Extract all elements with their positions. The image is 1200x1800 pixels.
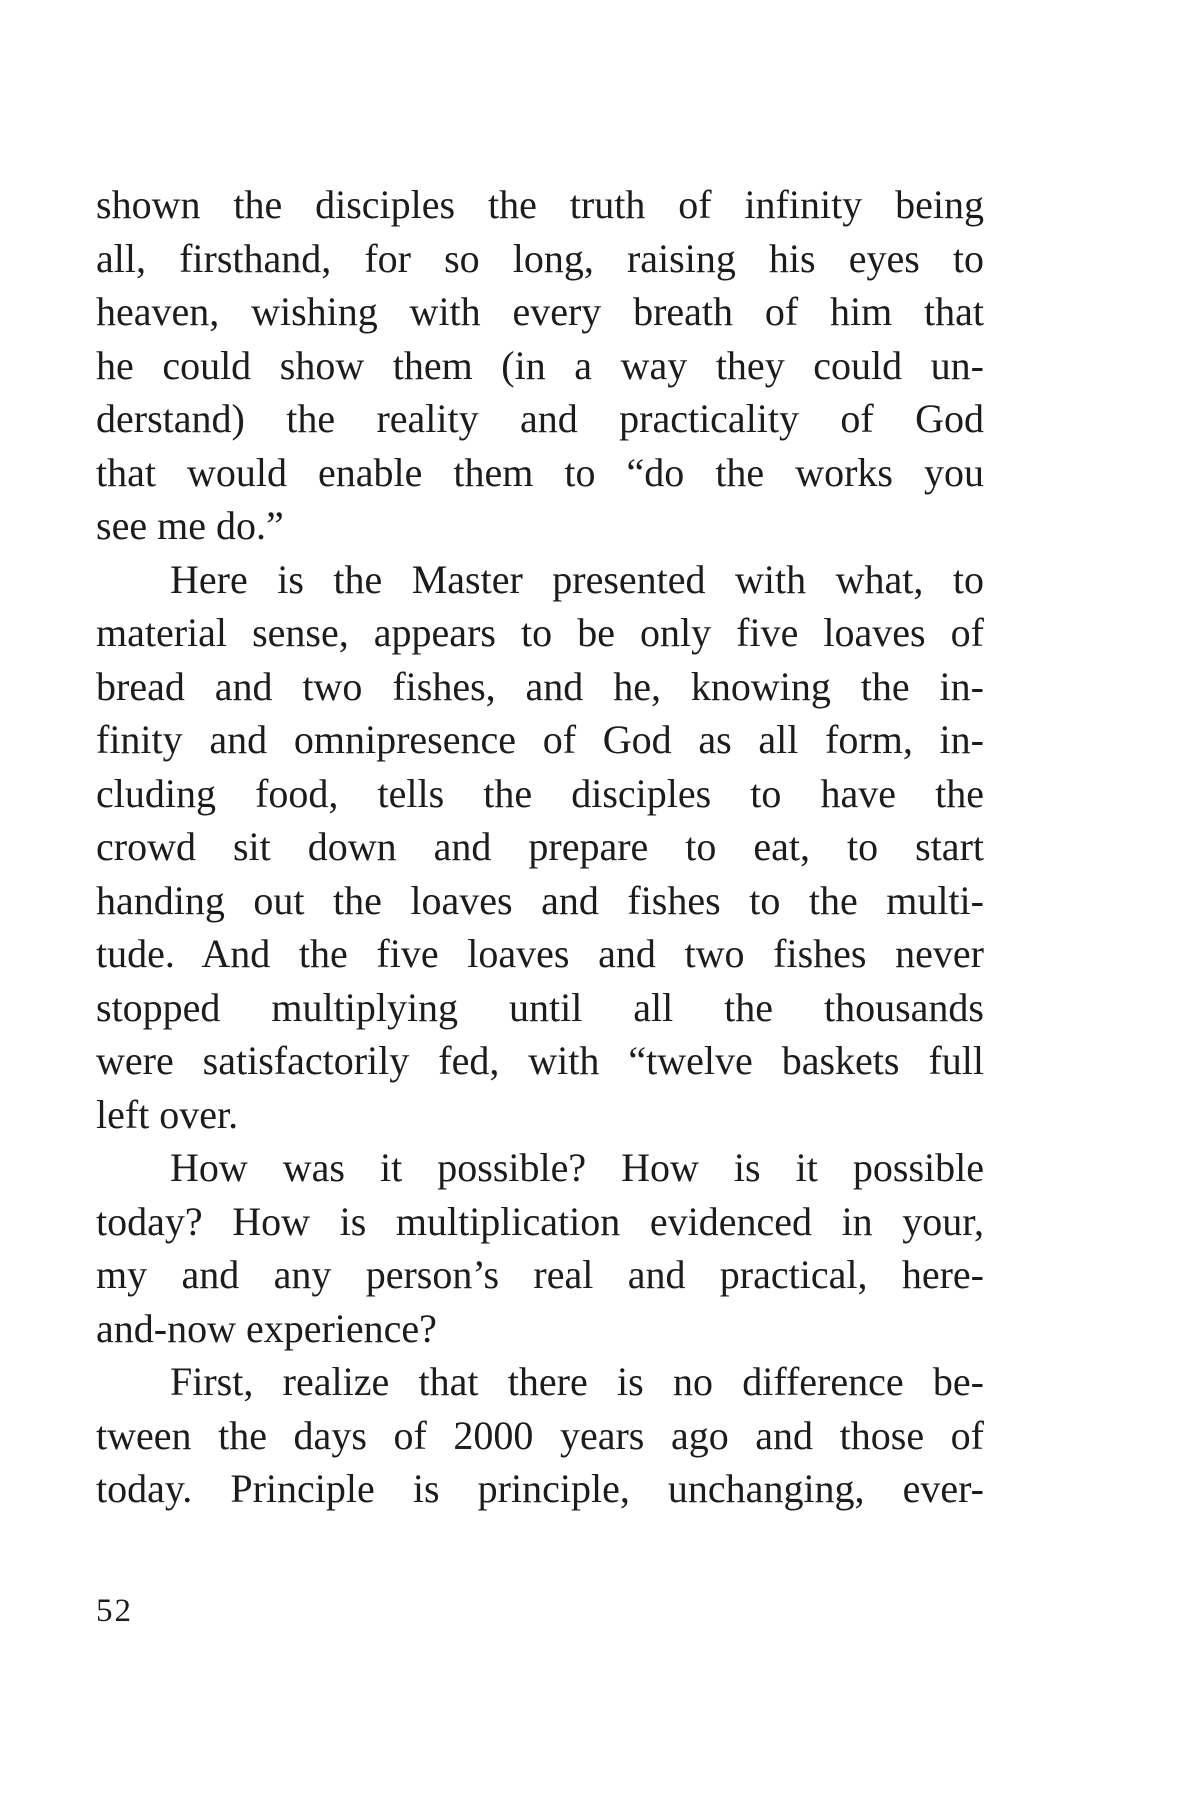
text-line: heaven, wishing with every breath of him that <box>96 289 984 334</box>
text-line: stopped multiplying until all the thousands <box>96 984 984 1030</box>
text-line: First, realize that there is no difference be- <box>170 1359 984 1404</box>
text-line: tween the days of 2000 years ago and those of <box>96 1412 984 1458</box>
text-line: my and any person’s real and practical, here- <box>96 1252 984 1297</box>
text-line: cluding food, tells the disciples to have the <box>96 770 984 816</box>
text-line: handing out the loaves and fishes to the multi- <box>96 877 984 923</box>
text-line: Here is the Master presented with what, to <box>170 556 984 602</box>
text-line: he could show them (in a way they could un- <box>96 342 984 388</box>
text-line: How was it possible? How is it possible <box>170 1145 984 1190</box>
page-number: 52 <box>96 1593 133 1629</box>
text-line: derstand) the reality and practicality of God <box>96 396 984 441</box>
text-line: finity and omnipresence of God as all form, in- <box>96 717 984 762</box>
body-text <box>96 178 984 1516</box>
text-line: left over. <box>96 1091 239 1137</box>
text-line: material sense, appears to be only five loaves of <box>96 610 984 655</box>
text-line: bread and two fishes, and he, knowing the in- <box>96 663 984 709</box>
text-line: today. Principle is principle, unchanging, ever- <box>96 1466 984 1511</box>
text-line: all, firsthand, for so long, raising his eyes to <box>96 235 984 281</box>
text-line: crowd sit down and prepare to eat, to start <box>96 824 984 869</box>
text-line: that would enable them to “do the works you <box>96 449 984 495</box>
text-line: see me do.” <box>96 503 284 548</box>
text-line: today? How is multiplication evidenced in your, <box>96 1198 984 1244</box>
text-line: shown the disciples the truth of infinity being <box>96 182 984 227</box>
text-line: and-now experience? <box>96 1305 437 1351</box>
text-line: tude. And the five loaves and two fishes never <box>96 931 984 976</box>
text-line: were satisfactorily fed, with “twelve baskets full <box>96 1038 984 1083</box>
